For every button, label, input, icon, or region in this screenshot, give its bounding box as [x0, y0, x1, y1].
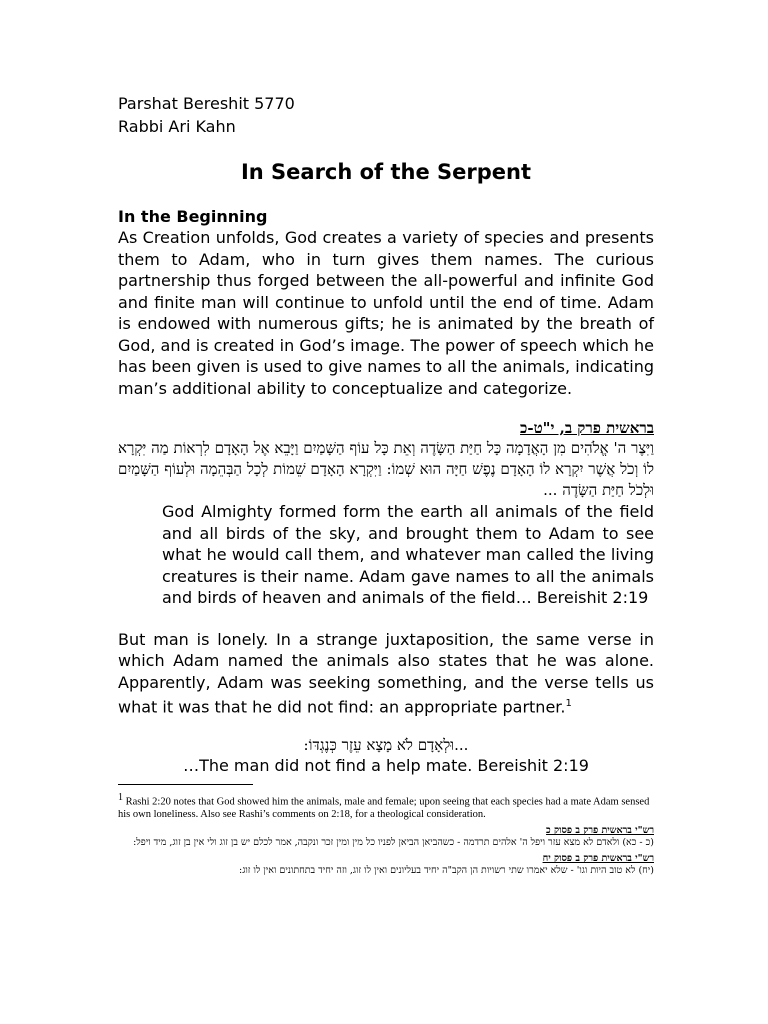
footnote-hebrew-heading-1: רש"י בראשית פרק ב פסוק כ: [546, 825, 654, 837]
intro-paragraph: As Creation unfolds, God creates a variety of species and presents them to Adam, who in turn gives them names. The curious partnership thus forged between the all-powerful and infinite God and finite man will continue to unfold until the end of time. Adam is endowed with numerous gifts; he is animated by the breath of God, and is created in God’s image. The power of speech which he has been given is used to give names to all the animals, indicating man’s additional ability to conceptualize and categorize.: [118, 228, 654, 398]
footnote: [118, 791, 654, 822]
parsha-heading: Parshat Bereshit 5770: [118, 94, 295, 113]
body-paragraph-text: But man is lonely. In a strange juxtaposition, the same verse in which Adam named the animals also states that he was alone. Apparently, Adam was seeking something, and the verse tells us what it was that he did not find: an appropriate partner.: [118, 629, 654, 717]
document-page: [118, 92, 654, 877]
footnote-hebrew-text-1: (כ - כא) ולאדם לא מצא עזר ויפל ה' אלהים תרדמה - כשהביאן הביאן לפניו כל מין ומין זכר ונקבה, אמר לכלם יש בן זוג ולי אין בן זוג, מיד ויפל:: [133, 837, 654, 849]
footnote-reference[interactable]: 1: [565, 698, 572, 709]
footnote-text: Rashi 2:20 notes that God showed him the animals, male and female; upon seeing that each species had a mate Adam sensed his own loneliness. Also see Rashi’s comments on 2:18, for a theological consideration.: [118, 796, 650, 821]
footnote-number: 1: [118, 791, 123, 803]
source-translation: God Almighty formed form the earth all animals of the field and all birds of the sky, and brought them to Adam to see what he would call them, and whatever man called the living creatures is their name. Adam gave names to all the animals and birds of heaven and animals of the field… Bereishit 2:19: [162, 502, 654, 607]
verse-translation: …The man did not find a help mate. Bereishit 2:19: [183, 755, 589, 775]
hebrew-verse: ...וּלְאָדָם לֹא מָצָא עֵזֶר כְּנֶגְדּוֹ:: [303, 735, 469, 754]
page-title: In Search of the Serpent: [240, 160, 532, 184]
section-heading: In the Beginning: [118, 207, 268, 226]
hebrew-source-text: וַיִּצֶר ה' אֱלֹהִים מִן הָאֲדָמָה כָּל חַיַּת הַשָּׂדֶה וְאֵת כָּל עוֹף הַשָּׁמַיִם וַיָּבֵא אֶל הָאָדָם לִרְאוֹת מַה יִּקְרָא לוֹ וְכֹל אֲשֶׁר יִקְרָא לוֹ הָאָדָם נֶפֶשׁ חַיָּה הוּא שְׁמוֹ: וַיִּקְרָא הָאָדָם שֵׁמוֹת לְכָל הַבְּהֵמָה וּלְעוֹף הַשָּׁמַיִם וּלְכֹל חַיַּת הַשָּׂדֶה ...: [118, 439, 654, 499]
hebrew-source-title: בראשית פרק ב, י"ט-כ: [520, 419, 654, 437]
body-paragraph: [118, 629, 654, 718]
author-name: Rabbi Ari Kahn: [118, 117, 236, 136]
footnote-hebrew-text-2: (יח) לא טוב היות וגו' - שלא יאמרו שתי רשויות הן הקב"ה יחיד בעליונים ואין לו זוג, וזה יחיד בתחתונים ואין לו זוג:: [239, 865, 654, 877]
footnote-divider: [118, 784, 253, 785]
footnote-hebrew-heading-2: רש"י בראשית פרק ב פסוק יח: [542, 853, 654, 865]
